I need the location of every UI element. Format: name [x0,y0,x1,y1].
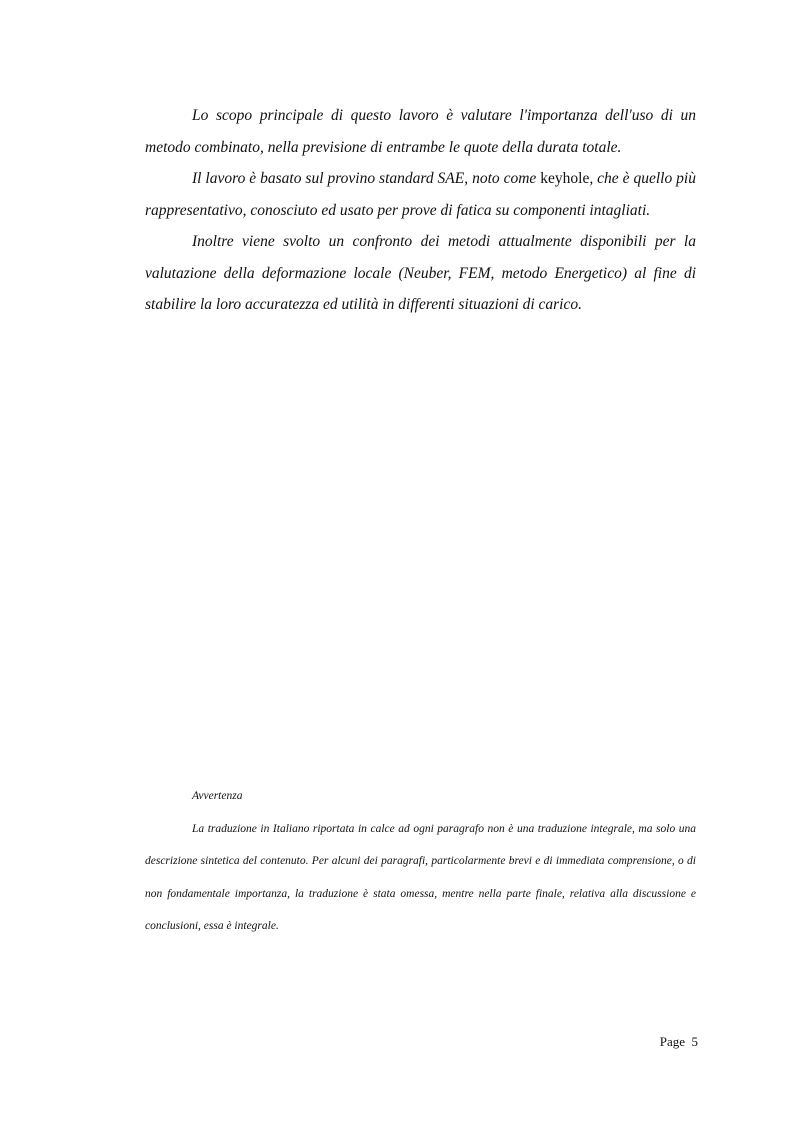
paragraph-specimen-before: Il lavoro è basato sul provino standard SAE, noto come [192,170,541,187]
keyhole-term: keyhole [540,170,590,187]
page-number: Page 5 [659,1034,698,1049]
main-body [145,100,696,321]
notice-text: La traduzione in Italiano riportata in calce ad ogni paragrafo non è una traduzione integrale, ma solo una descrizione sintetica del contenuto. Per alcuni dei paragrafi, particolarmente brevi e di immediata comprensione, o di non fondamentale importanza, la traduzione è stata omessa, mentre nella parte finale, relativa alla discussione e conclusioni, essa è integrale. [145,822,696,932]
paragraph-comparison: Inoltre viene svolto un confronto dei metodi attualmente disponibili per la valutazione della deformazione locale (Neuber, FEM, metodo Energetico) al fine di stabilire la loro accuratezza ed utilità in differenti situazioni di carico. [145,233,696,313]
paragraph-specimen [145,163,696,226]
notice-section [145,780,696,943]
paragraph-purpose: Lo scopo principale di questo lavoro è valutare l'importanza dell'uso di un metodo combinato, nella previsione di entrambe le quote della durata totale. [145,107,696,156]
notice-title: Avvertenza [192,790,243,802]
paragraph-specimen-after: , che è quello più rappresentativo, conosciuto ed usato per prove di fatica su componenti intagliati. [145,170,696,219]
